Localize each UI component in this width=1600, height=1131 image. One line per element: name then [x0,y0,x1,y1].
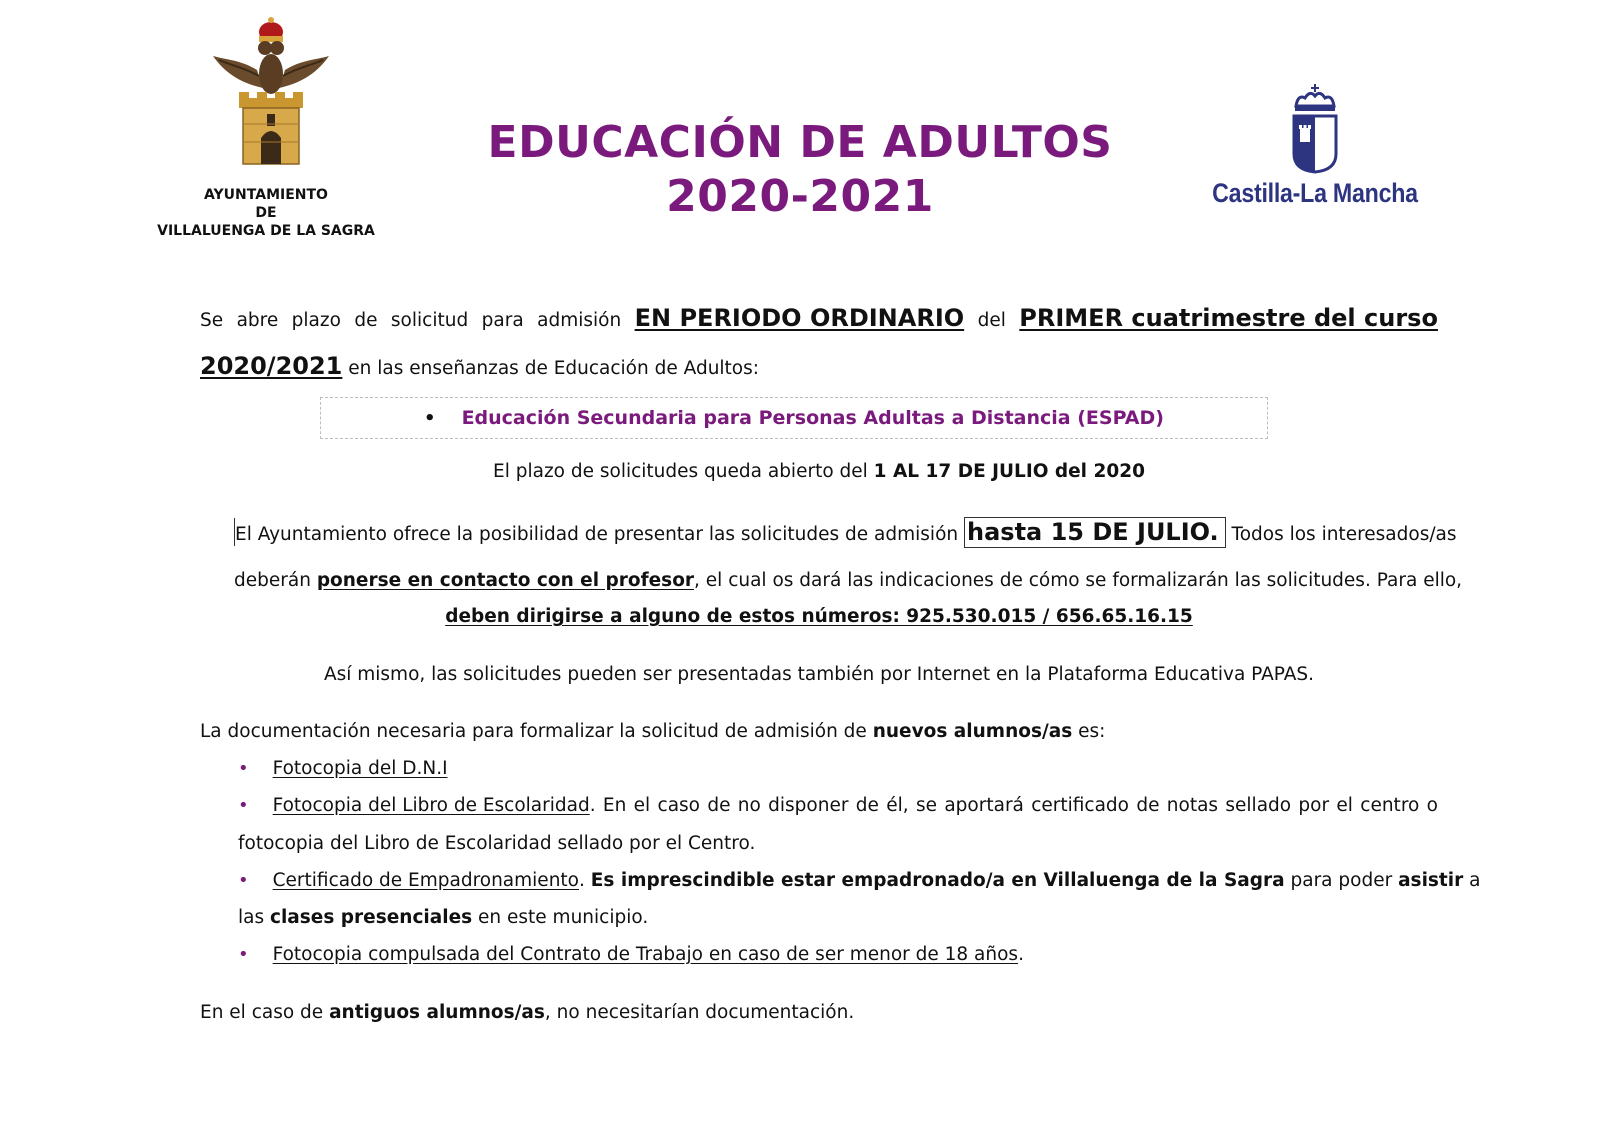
antiguos-c: , no necesitarían documentación. [544,1002,855,1023]
antiguos-alumnos: antiguos alumnos/as [329,1002,545,1023]
item3-c: para poder [1284,870,1399,891]
ayto-line-1 [234,518,1457,546]
item2-line-2: fotocopia del Libro de Escolaridad sellado por el Centro. [238,833,756,854]
periodo-highlight: EN PERIODO ORDINARIO [634,304,965,332]
bullet-icon: • [424,407,436,429]
ayto-text-1: El Ayuntamiento ofrece la posibilidad de presentar las solicitudes de admisión [235,524,964,545]
docs-intro [200,721,1105,742]
item4-dot: . [1018,944,1024,965]
bullet-icon: • [238,795,249,816]
item3-line2-a: las [238,907,270,928]
crown-shield-icon [1290,84,1340,174]
clases-presenciales: clases presenciales [270,907,473,928]
list-item [238,870,1481,891]
intro-word: plazo [291,310,341,331]
item-contrato: Fotocopia compulsada del Contrato de Trabajo en caso de ser menor de 18 años [272,944,1019,965]
coat-of-arms-caption [150,186,382,240]
ayto-line-2 [234,570,1462,591]
hasta-julio-text: hasta 15 DE JULIO [967,518,1210,546]
phone-numbers: deben dirigirse a alguno de estos números: 925.530.015 / 656.65.16.15 [445,606,1193,627]
item3-asistir: asistir [1398,870,1464,891]
item3-line-2 [238,907,648,928]
antiguos-a: En el caso de [200,1002,330,1023]
intro-word: para [481,310,524,331]
papas-line: Así mismo, las solicitudes pueden ser presentadas también por Internet en la Plataforma Educativa PAPAS. [323,664,1315,685]
list-item [238,944,1024,965]
item-dni: Fotocopia del D.N.I [272,758,448,779]
contacto-profesor: ponerse en contacto con el profesor [316,570,695,591]
intro-word: admisión [537,310,622,331]
ayto-line2-b: , el cual os dará las indicaciones de cómo se formalizarán las solicitudes. Para ello, [694,570,1463,591]
intro-word: abre [236,310,279,331]
page-title [470,116,1130,224]
coat-of-arms-logo [205,14,337,166]
intro-rest: en las enseñanzas de Educación de Adultos: [342,358,759,379]
bullet-icon: • [238,758,249,779]
title-line-1: EDUCACIÓN DE ADULTOS [487,117,1113,168]
intro-word: de [354,310,378,331]
docs-intro-c: es: [1072,721,1106,742]
espad-label: Educación Secundaria para Personas Adultas a Distancia (ESPAD) [461,407,1164,429]
item3-dot: . [579,870,591,891]
clm-name-text: Castilla-La Mancha [1212,178,1418,208]
item-libro: Fotocopia del Libro de Escolaridad [272,795,590,816]
intro-line-2 [200,352,759,380]
primer-cuatrimestre-highlight: PRIMER cuatrimestre del curso [1019,304,1438,332]
ayto-line2-a: deberán [234,570,317,591]
hasta-dot: . [1209,518,1219,546]
item-empadronamiento: Certificado de Empadronamiento [272,870,579,891]
intro-word: Se [200,310,224,331]
curso-highlight: 2020/2021 [200,352,343,380]
plazo-line [200,461,1438,482]
intro-word: del [977,310,1006,331]
hasta-julio-highlight [964,517,1226,548]
list-item [238,758,448,779]
coa-line-2: DE [255,205,277,221]
bullet-icon: • [238,870,249,891]
bullet-icon: • [238,944,249,965]
ayto-text-2: Todos los interesados/as [1225,524,1457,545]
castilla-la-mancha-logo [1190,84,1440,224]
coa-line-1: AYUNTAMIENTO [204,187,328,203]
item2-wrap [238,795,590,816]
intro-word: solicitud [390,310,469,331]
plazo-dates: 1 AL 17 DE JULIO del 2020 [873,461,1145,482]
list-item [238,795,1438,816]
antiguos-line [200,1002,854,1023]
espad-box [320,397,1268,439]
plazo-text: El plazo de solicitudes queda abierto del [493,461,874,482]
item3-e: a [1463,870,1481,891]
intro-line-1 [200,304,1438,332]
docs-intro-a: La documentación necesaria para formalizar la solicitud de admisión de [200,721,873,742]
title-line-2: 2020-2021 [666,171,934,222]
item3-line2-c: en este municipio. [472,907,649,928]
item3-imprescindible: Es imprescindible estar empadronado/a en Villaluenga de la Sagra [590,870,1285,891]
coa-line-3: VILLALUENGA DE LA SAGRA [157,223,375,239]
item2-rest: . En el caso de no disponer de él, se aportará certificado de notas sellado por el centro o [589,795,1438,816]
nuevos-alumnos: nuevos alumnos/as [872,721,1073,742]
